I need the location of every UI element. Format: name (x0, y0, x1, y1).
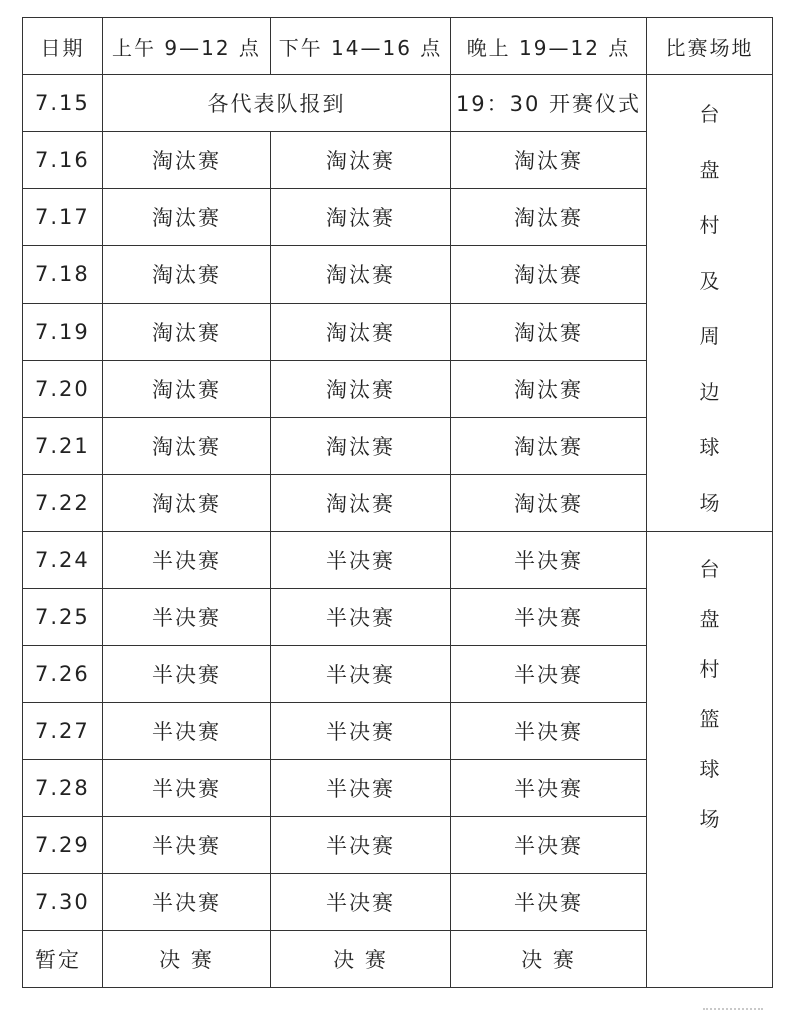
header-morning: 上午 9—12 点 (103, 18, 271, 75)
date-cell: 7.30 (23, 874, 103, 931)
morning-cell: 淘汰赛 (103, 303, 271, 360)
morning-cell: 淘汰赛 (103, 360, 271, 417)
evening-cell: 半决赛 (451, 703, 647, 760)
venue-char: 盘 (699, 157, 720, 182)
venue-char: 篮 (699, 707, 720, 731)
date-cell: 7.25 (23, 589, 103, 646)
header-evening: 晚上 19—12 点 (451, 18, 647, 75)
evening-cell: 决 赛 (451, 931, 647, 988)
morning-cell: 半决赛 (103, 646, 271, 703)
morning-cell: 半决赛 (103, 532, 271, 589)
afternoon-cell: 淘汰赛 (271, 474, 451, 531)
evening-cell: 半决赛 (451, 589, 647, 646)
afternoon-cell: 半决赛 (271, 760, 451, 817)
date-cell: 7.19 (23, 303, 103, 360)
afternoon-cell: 淘汰赛 (271, 246, 451, 303)
afternoon-cell: 半决赛 (271, 589, 451, 646)
venue-char: 场 (699, 490, 720, 515)
venue-char: 盘 (699, 607, 720, 631)
afternoon-cell: 淘汰赛 (271, 303, 451, 360)
date-cell: 7.28 (23, 760, 103, 817)
afternoon-cell: 决 赛 (271, 931, 451, 988)
morning-cell: 淘汰赛 (103, 417, 271, 474)
evening-cell: 半决赛 (451, 532, 647, 589)
schedule-table (22, 17, 773, 988)
venue-cell-1 (647, 75, 773, 532)
afternoon-cell: 淘汰赛 (271, 189, 451, 246)
venue-char: 场 (699, 807, 720, 831)
venue-char: 周 (699, 324, 720, 348)
afternoon-cell: 淘汰赛 (271, 132, 451, 189)
date-cell: 7.29 (23, 817, 103, 874)
date-cell: 7.15 (23, 75, 103, 132)
date-cell: 7.27 (23, 703, 103, 760)
morning-cell: 淘汰赛 (103, 474, 271, 531)
afternoon-cell: 淘汰赛 (271, 417, 451, 474)
header-venue: 比赛场地 (647, 18, 773, 75)
venue-char: 球 (699, 757, 720, 781)
morning-cell: 淘汰赛 (103, 132, 271, 189)
table-row (23, 75, 773, 132)
date-cell: 7.16 (23, 132, 103, 189)
venue-char: 及 (699, 268, 720, 293)
evening-cell: 淘汰赛 (451, 303, 647, 360)
morning-cell: 决 赛 (103, 931, 271, 988)
evening-cell: 淘汰赛 (451, 417, 647, 474)
header-row (23, 18, 773, 75)
date-cell: 7.24 (23, 532, 103, 589)
evening-cell: 半决赛 (451, 874, 647, 931)
venue-char: 台 (699, 102, 720, 126)
afternoon-cell: 半决赛 (271, 874, 451, 931)
header-afternoon: 下午 14—16 点 (271, 18, 451, 75)
morning-cell: 淘汰赛 (103, 189, 271, 246)
evening-cell: 淘汰赛 (451, 189, 647, 246)
venue-cell-2 (647, 532, 773, 988)
date-cell: 7.21 (23, 417, 103, 474)
evening-cell: 淘汰赛 (451, 474, 647, 531)
date-cell: 7.26 (23, 646, 103, 703)
registration-cell: 各代表队报到 (103, 75, 451, 132)
venue-char: 球 (699, 435, 720, 459)
table-row (23, 532, 773, 589)
evening-cell: 淘汰赛 (451, 132, 647, 189)
date-cell: 7.20 (23, 360, 103, 417)
header-date: 日期 (23, 18, 103, 75)
date-cell: 7.18 (23, 246, 103, 303)
date-cell: 7.17 (23, 189, 103, 246)
morning-cell: 半决赛 (103, 703, 271, 760)
afternoon-cell: 半决赛 (271, 646, 451, 703)
venue-char: 村 (699, 657, 720, 681)
opening-ceremony-cell: 19：30 开赛仪式 (451, 75, 647, 132)
watermark (703, 1008, 763, 1016)
evening-cell: 淘汰赛 (451, 360, 647, 417)
evening-cell: 淘汰赛 (451, 246, 647, 303)
venue-char: 边 (699, 379, 720, 404)
afternoon-cell: 半决赛 (271, 703, 451, 760)
morning-cell: 半决赛 (103, 760, 271, 817)
morning-cell: 淘汰赛 (103, 246, 271, 303)
evening-cell: 半决赛 (451, 646, 647, 703)
morning-cell: 半决赛 (103, 589, 271, 646)
date-cell: 暂定 (23, 931, 103, 988)
venue-char: 村 (699, 213, 720, 237)
evening-cell: 半决赛 (451, 760, 647, 817)
morning-cell: 半决赛 (103, 874, 271, 931)
afternoon-cell: 半决赛 (271, 817, 451, 874)
venue-char: 台 (699, 557, 720, 581)
morning-cell: 半决赛 (103, 817, 271, 874)
evening-cell: 半决赛 (451, 817, 647, 874)
date-cell: 7.22 (23, 474, 103, 531)
afternoon-cell: 半决赛 (271, 532, 451, 589)
afternoon-cell: 淘汰赛 (271, 360, 451, 417)
